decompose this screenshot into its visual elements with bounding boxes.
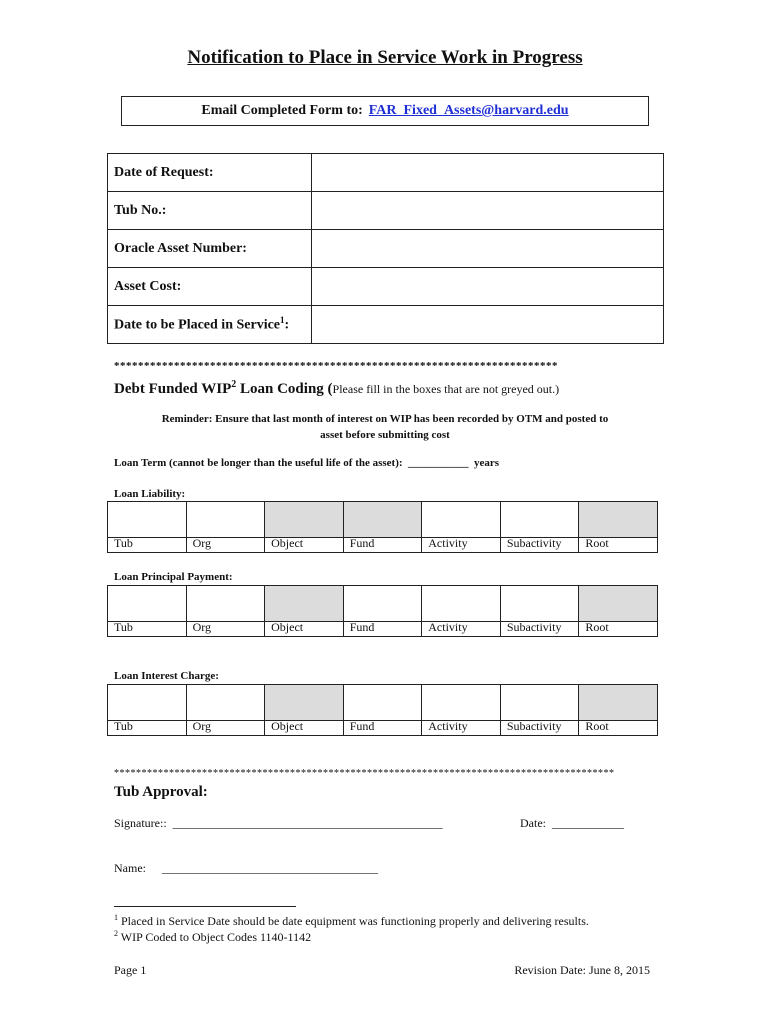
email-label: Email Completed Form to: (201, 103, 363, 118)
loan-liability-grid (107, 501, 664, 553)
tub-approval-heading: Tub Approval: (114, 784, 208, 800)
oracle-asset-number-field[interactable] (312, 230, 664, 268)
subactivity-cell[interactable]: Subactivity (500, 585, 580, 637)
page-number: Page 1 (114, 963, 147, 977)
loan-interest-grid (107, 684, 664, 736)
name-line[interactable]: Name: ____________________________________ (114, 861, 378, 875)
tub-no-label: Tub No.: (108, 192, 312, 230)
date-of-request-field[interactable] (312, 154, 664, 192)
fund-cell: Fund (343, 501, 423, 553)
subactivity-cell[interactable]: Subactivity (500, 501, 580, 553)
fund-cell[interactable]: Fund (343, 684, 423, 736)
page-title: Notification to Place in Service Work in Progress (187, 47, 583, 68)
date-line[interactable]: Date: ____________ (520, 816, 624, 830)
separator-stars: ******************************************************************************************* (114, 768, 615, 779)
object-cell: Object (264, 684, 344, 736)
revision-date: Revision Date: June 8, 2015 (514, 963, 650, 977)
footnote-divider (114, 906, 296, 907)
reminder-line-1: Reminder: Ensure that last month of interest on WIP has been recorded by OTM and posted to (161, 413, 609, 425)
request-info-table (107, 153, 664, 344)
object-cell: Object (264, 501, 344, 553)
reminder-line-2: asset before submitting cost (320, 429, 450, 441)
placed-in-service-label: Date to be Placed in Service$^1$: (108, 306, 312, 344)
tub-no-field[interactable] (312, 192, 664, 230)
subactivity-cell[interactable]: Subactivity (500, 684, 580, 736)
table-row (108, 192, 664, 230)
loan-principal-grid (107, 585, 664, 637)
signature-line[interactable]: Signature:: _____________________________________________ (114, 816, 443, 830)
table-row (108, 230, 664, 268)
email-link[interactable]: FAR_Fixed_Assets@harvard.edu (368, 103, 569, 118)
email-instruction-box (121, 96, 649, 126)
loan-term-line: Loan Term (cannot be longer than the useful life of the asset): ___________ years (114, 457, 500, 469)
tub-cell[interactable]: Tub (107, 501, 187, 553)
root-cell: Root (578, 684, 658, 736)
root-cell: Root (578, 585, 658, 637)
activity-cell[interactable]: Activity (421, 501, 501, 553)
tub-cell[interactable]: Tub (107, 684, 187, 736)
table-row (108, 306, 664, 344)
activity-cell[interactable]: Activity (421, 684, 501, 736)
footnote-1: $^1$ Placed in Service Date should be date equipment was functioning properly and delivering results. (114, 913, 589, 928)
root-cell: Root (578, 501, 658, 553)
footnote-2: $^2$ WIP Coded to Object Codes 1140-1142 (114, 929, 312, 944)
org-cell[interactable]: Org (186, 585, 266, 637)
placed-in-service-field[interactable] (312, 306, 664, 344)
activity-cell[interactable]: Activity (421, 585, 501, 637)
asset-cost-label: Asset Cost: (108, 268, 312, 306)
date-of-request-label: Date of Request: (108, 154, 312, 192)
separator-stars: ************************************************************************** (114, 360, 558, 372)
table-row (108, 154, 664, 192)
org-cell[interactable]: Org (186, 501, 266, 553)
debt-funded-heading: Debt Funded WIP$^2$ Loan Coding (Please fill in the boxes that are not greyed out.) (114, 379, 560, 397)
tub-cell[interactable]: Tub (107, 585, 187, 637)
loan-interest-label: Loan Interest Charge: (114, 670, 219, 682)
fund-cell[interactable]: Fund (343, 585, 423, 637)
loan-principal-label: Loan Principal Payment: (114, 571, 233, 583)
object-cell: Object (264, 585, 344, 637)
loan-liability-label: Loan Liability: (114, 488, 186, 500)
oracle-asset-number-label: Oracle Asset Number: (108, 230, 312, 268)
table-row (108, 268, 664, 306)
asset-cost-field[interactable] (312, 268, 664, 306)
org-cell[interactable]: Org (186, 684, 266, 736)
